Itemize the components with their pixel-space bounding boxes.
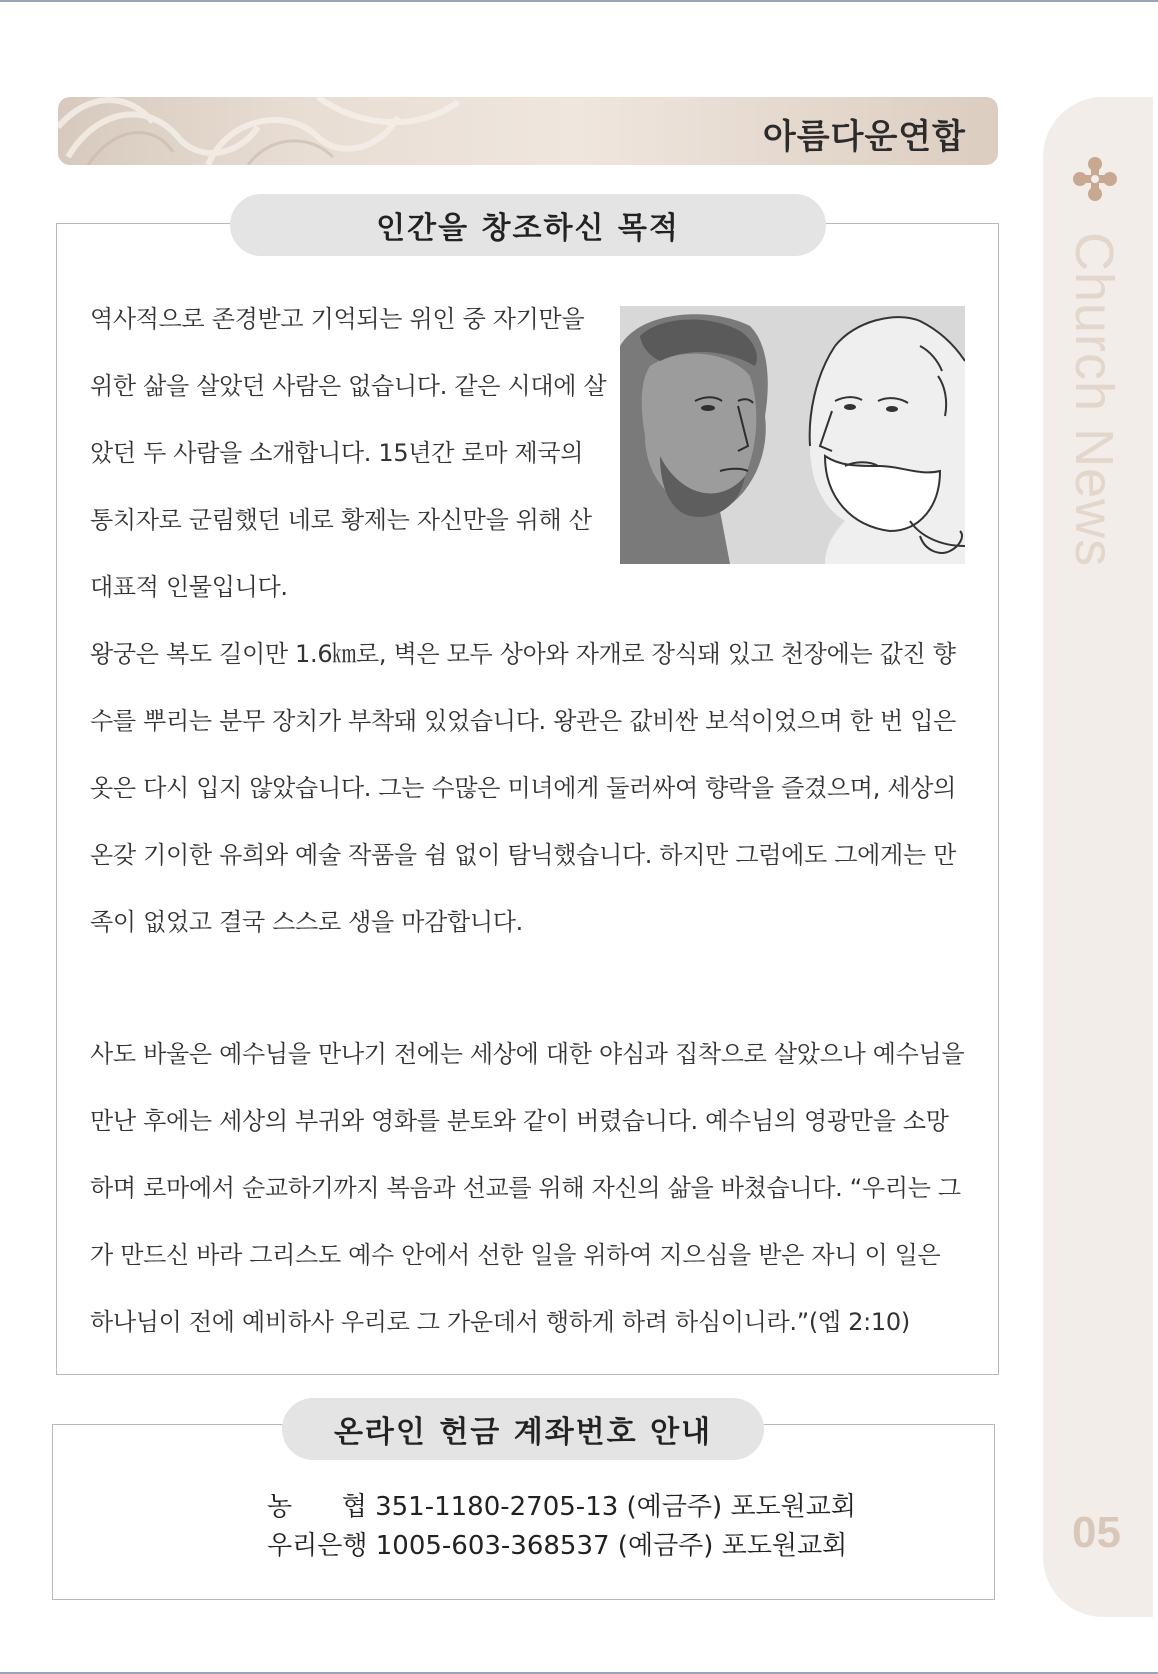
nero-and-paul-illustration [620, 306, 965, 564]
article-paragraph-2: 왕궁은 복도 길이만 1.6㎞로, 벽은 모두 상아와 자개로 장식돼 있고 천장에는 값진 향수를 뿌리는 분무 장치가 부착돼 있었습니다. 왕관은 값비싼 보석이었으며 한 번 입은 옷은 다시 입지 않았습니다. 그는 수많은 미녀에게 둘러싸여 향락을 즐겼으며, 세상의 온갖 기이한 유희와 예술 작품을 쉼 없이 탐닉했습니다. 하지만 그럼에도 그에게는 만족이 없었고 결국 스스로 생을 마감합니다. [90, 640, 957, 936]
article-paragraph-3: 사도 바울은 예수님을 만나기 전에는 세상에 대한 야심과 집착으로 살았으나 예수님을 만난 후에는 세상의 부귀와 영화를 분토와 같이 버렸습니다. 예수님의 영광만을 소망하며 로마에서 순교하기까지 복음과 선교를 위해 자신의 삶을 바쳤습니다. “우리는 그가 만드신 바라 그리스도 예수 안에서 선한 일을 위하여 지으심을 받은 자니 이 일은 하나님이 전에 예비하사 우리로 그 가운데서 행하게 하려 하심이니라.”(엡 2:10) [90, 1040, 965, 1336]
cross-icon [1072, 156, 1118, 202]
bank-account-woori: 우리은행 1005-603-368537 (예금주) 포도원교회 [267, 1531, 848, 1561]
header-banner [58, 97, 998, 165]
banner-swirl-decoration [58, 97, 478, 165]
article-paragraph-1: 역사적으로 존경받고 기억되는 위인 중 자기만을 위한 삶을 살았던 사람은 없습니다. 같은 시대에 살았던 두 사람을 소개합니다. 15년간 로마 제국의 통치자로 군림했던 네로 황제는 자신만을 위해 산 대표적 인물입니다. [90, 305, 607, 601]
page-number: 05 [1072, 1508, 1121, 1557]
article-heading: 인간을 창조하신 목적 [230, 194, 826, 256]
bank-account-nh: 농 협 351-1180-2705-13 (예금주) 포도원교회 [267, 1492, 857, 1522]
magazine-title: 아름다운연합 [762, 117, 966, 157]
donation-heading: 온라인 헌금 계좌번호 안내 [282, 1398, 764, 1460]
church-news-label: Church News [1064, 232, 1124, 568]
